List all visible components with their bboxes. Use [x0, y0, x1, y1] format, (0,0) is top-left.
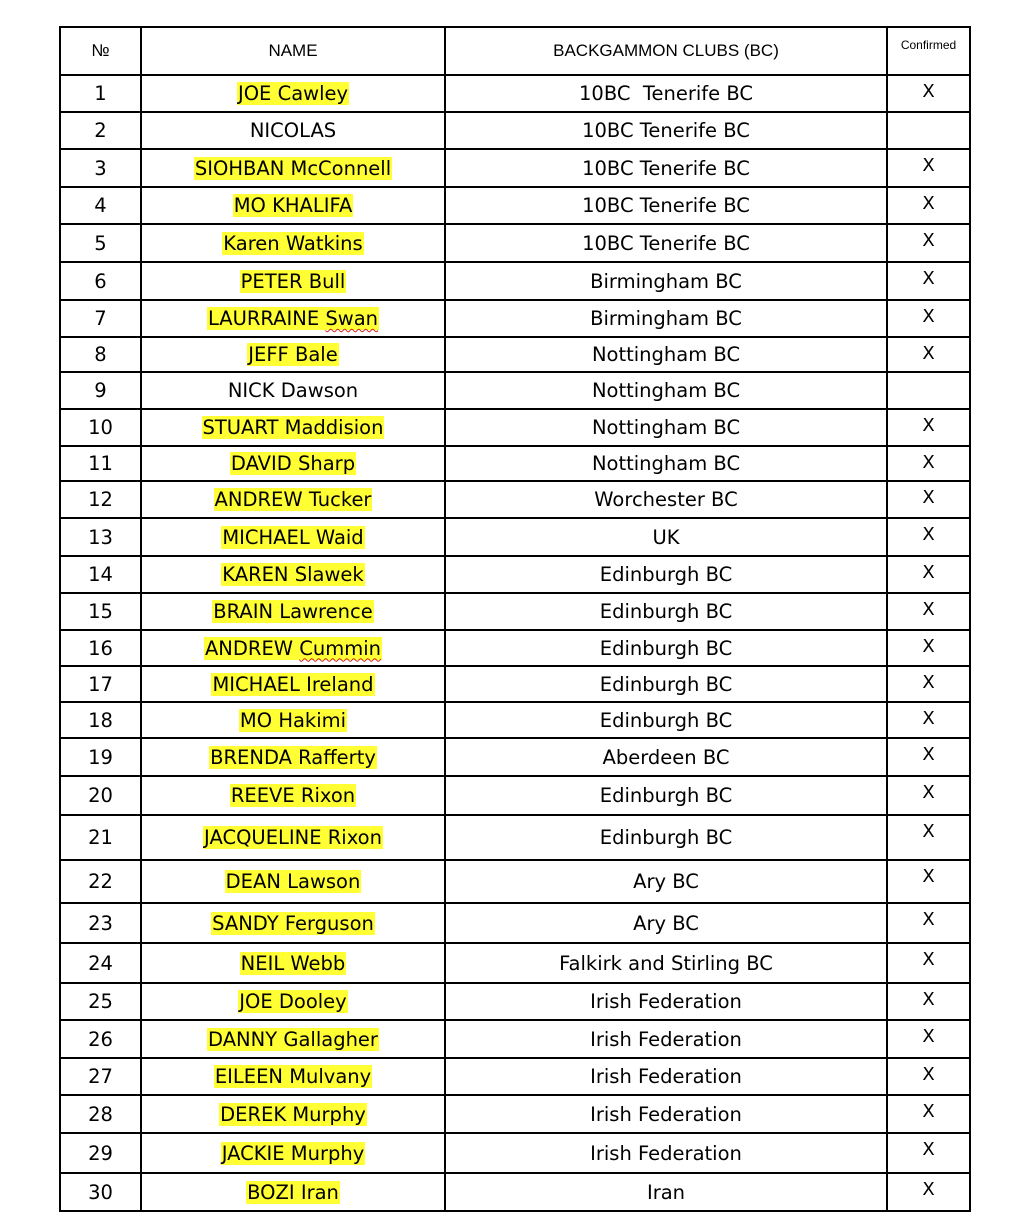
- row-name-cell: [141, 262, 445, 300]
- row-name: [211, 673, 374, 696]
- header-number: №: [60, 27, 141, 75]
- first-name: BRAIN: [213, 600, 274, 623]
- first-name: JEFF: [248, 343, 289, 366]
- last-name: Murphy: [290, 1141, 365, 1165]
- row-number: 12: [60, 481, 141, 518]
- row-confirmed: X: [887, 1020, 970, 1058]
- table-row: [60, 593, 970, 630]
- row-club: Irish Federation: [445, 1133, 887, 1173]
- row-name: [214, 488, 373, 511]
- row-confirmed: X: [887, 1058, 970, 1095]
- row-name: [238, 990, 347, 1013]
- last-name: Rixon: [327, 826, 382, 849]
- last-name: Swan: [325, 307, 379, 330]
- first-name: JACQUELINE: [204, 826, 322, 849]
- last-name: Dawson: [280, 379, 359, 402]
- row-name: [211, 912, 375, 935]
- table-row: [60, 1133, 970, 1173]
- first-name: Karen: [223, 231, 280, 255]
- first-name: NICOLAS: [249, 119, 337, 142]
- row-name-cell: [141, 943, 445, 983]
- header-name: NAME: [141, 27, 445, 75]
- table-row: [60, 666, 970, 702]
- row-number: 26: [60, 1020, 141, 1058]
- row-club: Edinburgh BC: [445, 666, 887, 702]
- row-confirmed: X: [887, 815, 970, 860]
- row-club: Birmingham BC: [445, 262, 887, 300]
- row-confirmed: X: [887, 943, 970, 983]
- table-row: [60, 409, 970, 446]
- row-number: 9: [60, 372, 141, 409]
- header-club: BACKGAMMON CLUBS (BC): [445, 27, 887, 75]
- row-confirmed: X: [887, 983, 970, 1020]
- row-name: [221, 526, 364, 549]
- row-club: Ary BC: [445, 860, 887, 903]
- last-name: Cummin: [299, 636, 382, 660]
- last-name: Maddision: [284, 416, 384, 439]
- row-name-cell: [141, 300, 445, 337]
- table-row: [60, 224, 970, 262]
- row-name-cell: [141, 983, 445, 1020]
- row-number: 6: [60, 262, 141, 300]
- table-row: [60, 337, 970, 372]
- first-name: REEVE: [230, 784, 295, 807]
- first-name: DANNY: [208, 1027, 278, 1051]
- first-name: KAREN: [222, 563, 289, 586]
- first-name: DAVID: [230, 452, 292, 475]
- row-name: [240, 270, 347, 293]
- last-name: Waid: [315, 525, 364, 549]
- row-number: 21: [60, 815, 141, 860]
- row-club: Irish Federation: [445, 1095, 887, 1133]
- row-number: 16: [60, 630, 141, 666]
- first-name: SIOHBAN: [194, 156, 285, 180]
- first-name: STUART: [202, 416, 279, 439]
- row-name: [246, 1181, 340, 1204]
- row-club: 10BC Tenerife BC: [445, 224, 887, 262]
- row-name: [194, 157, 392, 180]
- first-name: MO: [239, 708, 273, 732]
- table-row: [60, 300, 970, 337]
- row-name-cell: [141, 409, 445, 446]
- last-name: Webb: [290, 951, 346, 975]
- row-name: [230, 784, 356, 807]
- participants-table: [59, 26, 971, 1212]
- row-number: 29: [60, 1133, 141, 1173]
- last-name: Ferguson: [284, 911, 374, 935]
- last-name: Mulvany: [289, 1065, 372, 1088]
- row-confirmed: X: [887, 666, 970, 702]
- first-name: ANDREW: [204, 636, 294, 660]
- last-name: Cawley: [277, 82, 349, 105]
- row-name: [225, 870, 362, 893]
- row-name: [240, 952, 347, 975]
- row-confirmed: X: [887, 702, 970, 738]
- row-club: Edinburgh BC: [445, 630, 887, 666]
- first-name: BRENDA: [210, 745, 292, 769]
- row-name-cell: [141, 446, 445, 481]
- table-row: [60, 75, 970, 112]
- row-name-cell: [141, 860, 445, 903]
- row-number: 11: [60, 446, 141, 481]
- last-name: Ireland: [306, 672, 374, 696]
- row-number: 5: [60, 224, 141, 262]
- first-name: JOE: [239, 990, 273, 1013]
- last-name: KHALIFA: [272, 194, 353, 217]
- row-name: [230, 452, 356, 475]
- first-name: SANDY: [212, 911, 279, 935]
- row-club: Nottingham BC: [445, 446, 887, 481]
- row-name: [237, 82, 349, 105]
- row-name-cell: [141, 903, 445, 943]
- row-confirmed: X: [887, 409, 970, 446]
- row-name: [222, 232, 363, 255]
- last-name: Rafferty: [298, 745, 376, 769]
- row-confirmed: X: [887, 556, 970, 593]
- row-confirmed: X: [887, 860, 970, 903]
- row-club: Irish Federation: [445, 1058, 887, 1095]
- row-confirmed: X: [887, 776, 970, 815]
- table-row: [60, 112, 970, 149]
- row-confirmed: X: [887, 518, 970, 556]
- row-number: 1: [60, 75, 141, 112]
- row-club: Edinburgh BC: [445, 593, 887, 630]
- row-name-cell: [141, 702, 445, 738]
- row-number: 3: [60, 149, 141, 187]
- row-name: [209, 746, 377, 769]
- row-name-cell: [141, 75, 445, 112]
- row-name: [204, 637, 382, 660]
- table-row: [60, 446, 970, 481]
- row-confirmed: X: [887, 300, 970, 337]
- row-number: 28: [60, 1095, 141, 1133]
- row-number: 24: [60, 943, 141, 983]
- row-number: 7: [60, 300, 141, 337]
- first-name: NICK: [227, 379, 275, 402]
- last-name: Iran: [300, 1180, 339, 1204]
- last-name: Tucker: [308, 488, 372, 511]
- row-confirmed: [887, 372, 970, 409]
- row-confirmed: X: [887, 75, 970, 112]
- row-number: 14: [60, 556, 141, 593]
- row-club: Ary BC: [445, 903, 887, 943]
- row-number: 13: [60, 518, 141, 556]
- row-confirmed: X: [887, 738, 970, 776]
- row-club: Nottingham BC: [445, 337, 887, 372]
- row-confirmed: X: [887, 1095, 970, 1133]
- row-club: 10BC Tenerife BC: [445, 149, 887, 187]
- row-name-cell: [141, 1058, 445, 1095]
- first-name: ANDREW: [214, 488, 303, 511]
- header-row: [60, 27, 970, 75]
- table-row: [60, 983, 970, 1020]
- row-club: Edinburgh BC: [445, 815, 887, 860]
- last-name: Bull: [308, 269, 346, 293]
- row-name: [203, 826, 383, 849]
- row-name-cell: [141, 224, 445, 262]
- table-row: [60, 860, 970, 903]
- row-name-cell: [141, 1020, 445, 1058]
- first-name: EILEEN: [214, 1065, 283, 1088]
- last-name: McConnell: [290, 156, 392, 180]
- row-club: Edinburgh BC: [445, 556, 887, 593]
- row-name: [207, 307, 379, 330]
- row-name: [221, 1142, 366, 1165]
- last-name: Gallagher: [283, 1027, 378, 1051]
- row-confirmed: [887, 112, 970, 149]
- first-name: MO: [233, 194, 266, 217]
- row-name: [202, 416, 385, 439]
- table-row: [60, 1058, 970, 1095]
- table-row: [60, 1020, 970, 1058]
- last-name: Lawson: [287, 870, 361, 893]
- row-confirmed: X: [887, 262, 970, 300]
- row-number: 19: [60, 738, 141, 776]
- first-name: LAURRAINE: [207, 307, 320, 330]
- row-confirmed: X: [887, 1133, 970, 1173]
- row-club: 10BC Tenerife BC: [445, 187, 887, 224]
- row-number: 4: [60, 187, 141, 224]
- table-row: [60, 943, 970, 983]
- first-name: MICHAEL: [222, 525, 310, 549]
- first-name: BOZI: [247, 1180, 295, 1204]
- row-club: Irish Federation: [445, 983, 887, 1020]
- row-name-cell: [141, 776, 445, 815]
- last-name: Murphy: [292, 1102, 366, 1126]
- row-club: Nottingham BC: [445, 409, 887, 446]
- row-name-cell: [141, 372, 445, 409]
- row-name: [214, 1065, 372, 1088]
- row-number: 17: [60, 666, 141, 702]
- row-name-cell: [141, 149, 445, 187]
- row-name: [221, 563, 364, 586]
- table-row: [60, 372, 970, 409]
- row-club: Worchester BC: [445, 481, 887, 518]
- row-club: 10BC Tenerife BC: [445, 75, 887, 112]
- last-name: Watkins: [285, 231, 363, 255]
- row-name-cell: [141, 593, 445, 630]
- row-confirmed: X: [887, 1173, 970, 1211]
- row-name-cell: [141, 815, 445, 860]
- row-confirmed: X: [887, 903, 970, 943]
- row-confirmed: X: [887, 149, 970, 187]
- last-name: Bale: [294, 343, 338, 366]
- row-club: UK: [445, 518, 887, 556]
- row-number: 15: [60, 593, 141, 630]
- last-name: Rixon: [300, 784, 356, 807]
- row-name: [250, 119, 336, 142]
- first-name: JACKIE: [221, 1141, 285, 1165]
- last-name: Lawrence: [279, 600, 373, 623]
- table-row: [60, 702, 970, 738]
- row-confirmed: X: [887, 593, 970, 630]
- row-name-cell: [141, 1095, 445, 1133]
- table-row: [60, 518, 970, 556]
- last-name: Dooley: [278, 990, 347, 1013]
- row-name: [239, 709, 347, 732]
- table-row: [60, 776, 970, 815]
- row-number: 8: [60, 337, 141, 372]
- row-number: 25: [60, 983, 141, 1020]
- row-name: [228, 379, 358, 402]
- row-name-cell: [141, 112, 445, 149]
- table-row: [60, 903, 970, 943]
- table-row: [60, 630, 970, 666]
- first-name: DEAN: [225, 870, 281, 893]
- row-name: [207, 1028, 379, 1051]
- table-row: [60, 481, 970, 518]
- row-club: Iran: [445, 1173, 887, 1211]
- row-number: 10: [60, 409, 141, 446]
- first-name: DEREK: [220, 1102, 287, 1126]
- last-name: Hakimi: [278, 708, 347, 732]
- row-name-cell: [141, 337, 445, 372]
- row-name-cell: [141, 630, 445, 666]
- first-name: PETER: [240, 269, 303, 293]
- row-name-cell: [141, 1173, 445, 1211]
- row-club: Nottingham BC: [445, 372, 887, 409]
- row-name-cell: [141, 556, 445, 593]
- row-confirmed: X: [887, 630, 970, 666]
- row-number: 30: [60, 1173, 141, 1211]
- row-name-cell: [141, 666, 445, 702]
- row-club: Birmingham BC: [445, 300, 887, 337]
- last-name: Slawek: [294, 563, 364, 586]
- row-name: [212, 600, 373, 623]
- table-row: [60, 556, 970, 593]
- row-name: [219, 1103, 367, 1126]
- table-row: [60, 738, 970, 776]
- table-body: [60, 75, 970, 1211]
- row-name-cell: [141, 518, 445, 556]
- header-confirmed: Confirmed: [887, 27, 970, 75]
- row-number: 20: [60, 776, 141, 815]
- row-name-cell: [141, 738, 445, 776]
- row-number: 18: [60, 702, 141, 738]
- table-row: [60, 187, 970, 224]
- row-confirmed: X: [887, 187, 970, 224]
- row-club: Aberdeen BC: [445, 738, 887, 776]
- first-name: MICHAEL: [212, 672, 300, 696]
- first-name: JOE: [237, 82, 272, 105]
- row-name: [233, 194, 354, 217]
- row-name-cell: [141, 481, 445, 518]
- row-number: 2: [60, 112, 141, 149]
- row-club: Edinburgh BC: [445, 776, 887, 815]
- row-name: [247, 343, 338, 366]
- table-row: [60, 1095, 970, 1133]
- row-club: Irish Federation: [445, 1020, 887, 1058]
- row-number: 27: [60, 1058, 141, 1095]
- row-confirmed: X: [887, 481, 970, 518]
- table-row: [60, 149, 970, 187]
- last-name: Sharp: [297, 452, 356, 475]
- row-club: 10BC Tenerife BC: [445, 112, 887, 149]
- row-confirmed: X: [887, 446, 970, 481]
- row-club: Falkirk and Stirling BC: [445, 943, 887, 983]
- table-row: [60, 815, 970, 860]
- row-number: 23: [60, 903, 141, 943]
- row-club: Edinburgh BC: [445, 702, 887, 738]
- row-number: 22: [60, 860, 141, 903]
- row-name-cell: [141, 187, 445, 224]
- row-confirmed: X: [887, 337, 970, 372]
- row-confirmed: X: [887, 224, 970, 262]
- table-row: [60, 1173, 970, 1211]
- table-row: [60, 262, 970, 300]
- first-name: NEIL: [240, 951, 285, 975]
- row-name-cell: [141, 1133, 445, 1173]
